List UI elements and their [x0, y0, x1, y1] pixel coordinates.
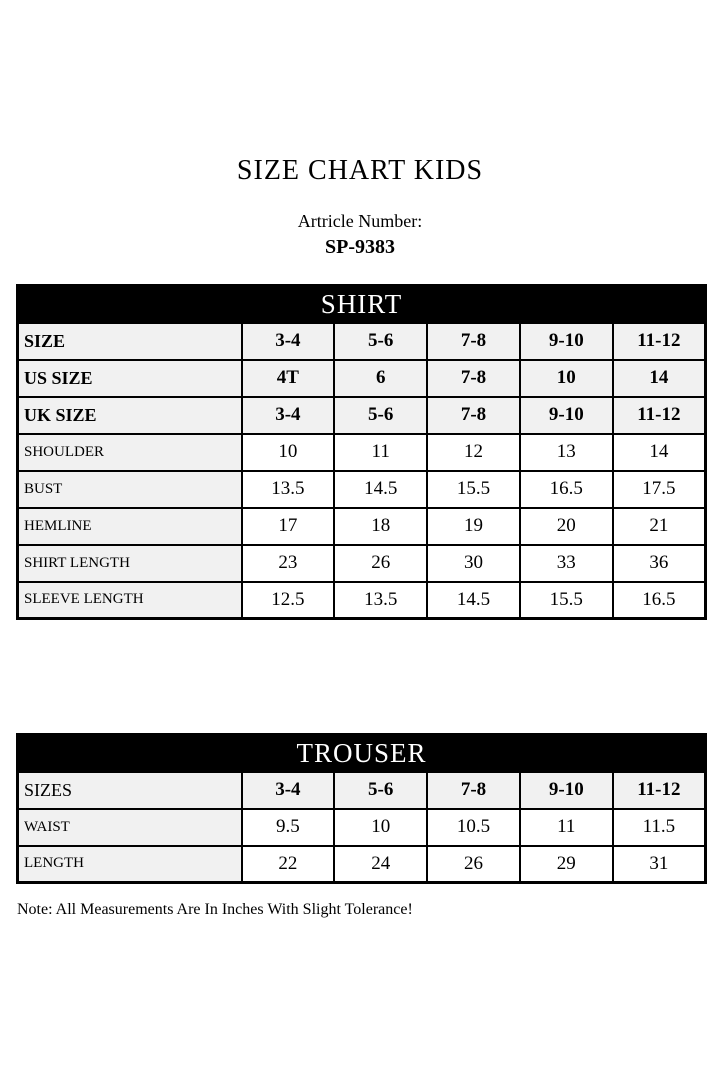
value-cell: 24	[334, 846, 427, 883]
value-cell: 12	[427, 434, 520, 471]
value-cell: 9-10	[520, 772, 613, 809]
value-cell: 21	[613, 508, 706, 545]
value-cell: 23	[242, 545, 335, 582]
row-label: BUST	[18, 471, 242, 508]
table-row	[18, 545, 706, 582]
trouser-table-title: TROUSER	[18, 735, 706, 772]
row-label: HEMLINE	[18, 508, 242, 545]
value-cell: 14	[613, 360, 706, 397]
measurement-note: Note: All Measurements Are In Inches With Slight Tolerance!	[17, 901, 413, 918]
value-cell: 4T	[242, 360, 335, 397]
article-number-value: SP-9383	[325, 236, 395, 258]
value-cell: 10	[334, 809, 427, 846]
value-cell: 15.5	[427, 471, 520, 508]
value-cell: 11.5	[613, 809, 706, 846]
value-cell: 19	[427, 508, 520, 545]
value-cell: 11	[334, 434, 427, 471]
table-row	[18, 360, 706, 397]
table-row	[18, 846, 706, 883]
value-cell: 7-8	[427, 772, 520, 809]
value-cell: 7-8	[427, 397, 520, 434]
value-cell: 18	[334, 508, 427, 545]
value-cell: 26	[334, 545, 427, 582]
row-label: SIZE	[18, 323, 242, 360]
row-label: SIZES	[18, 772, 242, 809]
page-title: SIZE CHART KIDS	[236, 155, 484, 186]
table-row	[18, 323, 706, 360]
value-cell: 13.5	[242, 471, 335, 508]
row-label: SHIRT LENGTH	[18, 545, 242, 582]
shirt-size-table	[16, 284, 707, 620]
value-cell: 3-4	[242, 323, 335, 360]
value-cell: 3-4	[242, 397, 335, 434]
value-cell: 11-12	[613, 772, 706, 809]
value-cell: 11-12	[613, 323, 706, 360]
trouser-table-title-row	[18, 735, 706, 772]
value-cell: 13.5	[334, 582, 427, 619]
value-cell: 30	[427, 545, 520, 582]
value-cell: 36	[613, 545, 706, 582]
row-label: SHOULDER	[18, 434, 242, 471]
value-cell: 5-6	[334, 323, 427, 360]
value-cell: 3-4	[242, 772, 335, 809]
table-row	[18, 508, 706, 545]
value-cell: 20	[520, 508, 613, 545]
value-cell: 33	[520, 545, 613, 582]
value-cell: 16.5	[520, 471, 613, 508]
trouser-size-table	[16, 733, 707, 884]
article-number-label: Artricle Number:	[297, 211, 423, 231]
value-cell: 10	[520, 360, 613, 397]
value-cell: 11	[520, 809, 613, 846]
value-cell: 29	[520, 846, 613, 883]
row-label: UK SIZE	[18, 397, 242, 434]
value-cell: 14	[613, 434, 706, 471]
value-cell: 14.5	[427, 582, 520, 619]
row-label: LENGTH	[18, 846, 242, 883]
shirt-table-title: SHIRT	[18, 286, 706, 323]
value-cell: 17.5	[613, 471, 706, 508]
value-cell: 13	[520, 434, 613, 471]
value-cell: 5-6	[334, 397, 427, 434]
value-cell: 7-8	[427, 360, 520, 397]
row-label: SLEEVE LENGTH	[18, 582, 242, 619]
value-cell: 31	[613, 846, 706, 883]
table-row	[18, 809, 706, 846]
table-row	[18, 772, 706, 809]
value-cell: 10.5	[427, 809, 520, 846]
row-label: WAIST	[18, 809, 242, 846]
value-cell: 9.5	[242, 809, 335, 846]
value-cell: 6	[334, 360, 427, 397]
shirt-table-title-row	[18, 286, 706, 323]
value-cell: 15.5	[520, 582, 613, 619]
table-row	[18, 582, 706, 619]
value-cell: 9-10	[520, 397, 613, 434]
row-label: US SIZE	[18, 360, 242, 397]
value-cell: 26	[427, 846, 520, 883]
value-cell: 5-6	[334, 772, 427, 809]
table-row	[18, 434, 706, 471]
value-cell: 17	[242, 508, 335, 545]
value-cell: 10	[242, 434, 335, 471]
value-cell: 16.5	[613, 582, 706, 619]
value-cell: 22	[242, 846, 335, 883]
value-cell: 7-8	[427, 323, 520, 360]
value-cell: 14.5	[334, 471, 427, 508]
value-cell: 9-10	[520, 323, 613, 360]
table-row	[18, 397, 706, 434]
value-cell: 11-12	[613, 397, 706, 434]
table-row	[18, 471, 706, 508]
value-cell: 12.5	[242, 582, 335, 619]
